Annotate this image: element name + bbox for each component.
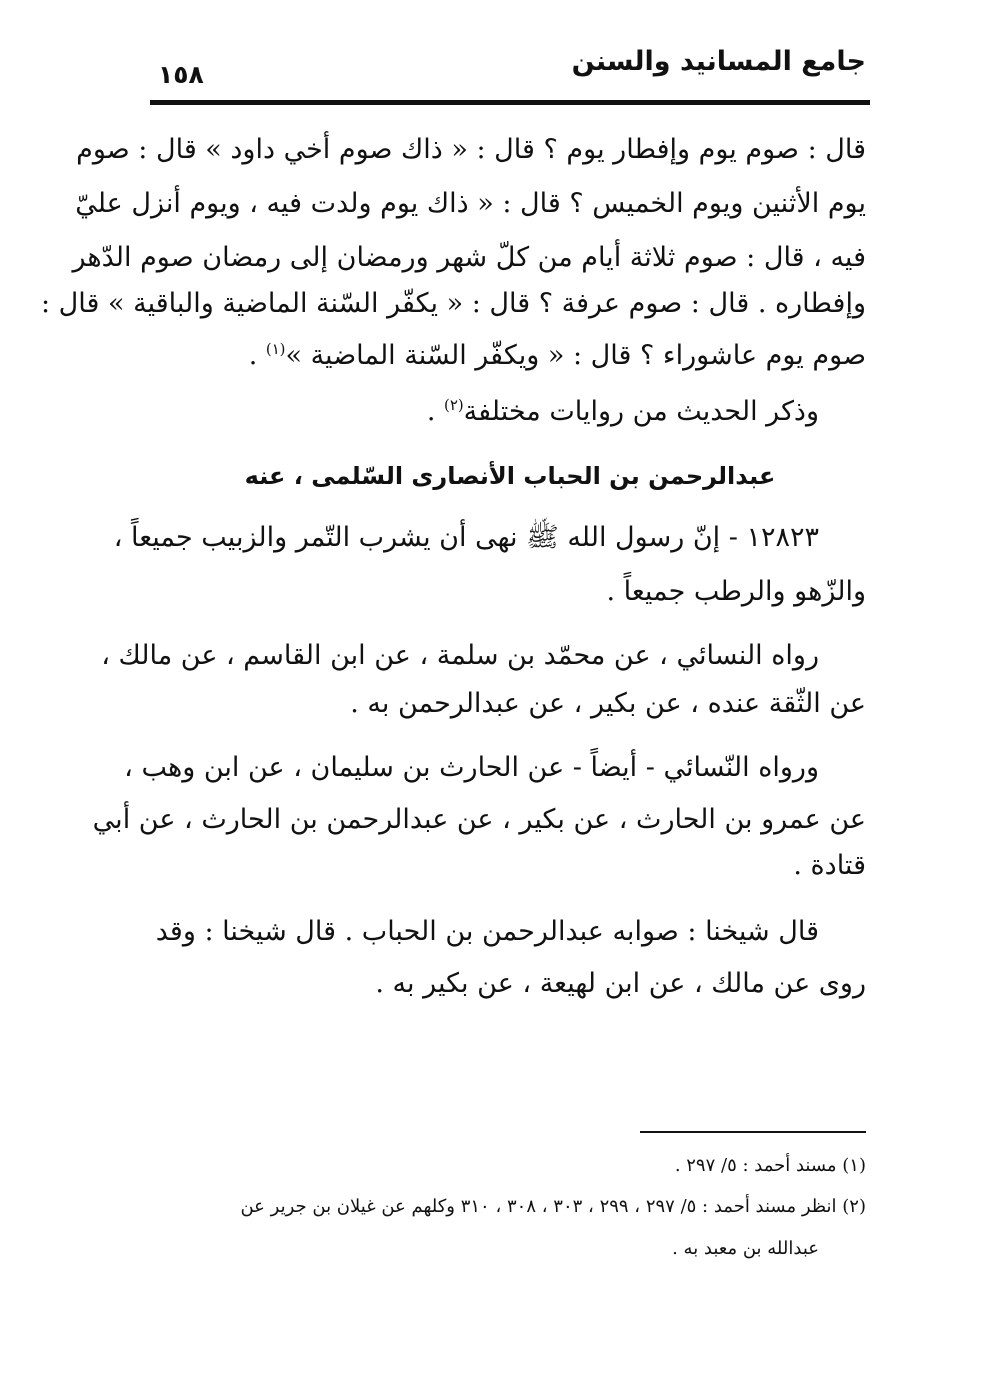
footnote-2-continued: عبدالله بن معبد به . [672,1238,819,1259]
narration-line: ورواه النّسائي - أيضاً - عن الحارث بن سليمان ، عن ابن وهب ، [124,752,819,783]
passage-line: فيه ، قال : صوم ثلاثة أيام من كلّ شهر ورمضان إلى رمضان صوم الدّهر [72,242,866,273]
commentary-line: روى عن مالك ، عن ابن لهيعة ، عن بكير به . [375,968,866,999]
footnote-ref-1: (١) [265,340,286,358]
passage-line: يوم الأثنين ويوم الخميس ؟ قال : « ذاك يوم ولدت فيه ، ويوم أنزل عليّ [75,188,866,219]
header-rule [150,100,870,105]
narration-line: رواه النسائي ، عن محمّد بن سلمة ، عن ابن القاسم ، عن مالك ، [101,640,819,671]
passage-line: قال : صوم يوم وإفطار يوم ؟ قال : « ذاك صوم أخي داود » قال : صوم [76,134,866,165]
footnote-rule [640,1131,866,1133]
page-number: ١٥٨ [158,60,204,89]
passage-note-end: . [426,396,445,427]
footnote-ref-2: (٢) [444,396,464,414]
passage-note [427,398,819,425]
passage-line-end: . [248,340,266,371]
narration-line: قتادة . [793,850,866,881]
footnote-1: (١) مسند أحمد : ٥/ ٢٩٧ . [674,1155,866,1176]
running-header-title: جامع المسانيد والسنن [571,46,866,77]
hadith-line: ١٢٨٢٣ - إنّ رسول الله ﷺ نهى أن يشرب التّمر والزبيب جميعاً ، [113,522,819,553]
passage-line-text: صوم يوم عاشوراء ؟ قال : « ويكفّر السّنة الماضية » [285,340,866,371]
passage-line: وإفطاره . قال : صوم عرفة ؟ قال : « يكفّر السّنة الماضية والباقية » قال : [40,288,866,319]
narration-line: عن عمرو بن الحارث ، عن بكير ، عن عبدالرحمن بن الحارث ، عن أبي [92,804,866,835]
hadith-line: والزّهو والرطب جميعاً . [606,576,866,607]
passage-line [249,342,866,369]
narration-line: عن الثّقة عنده ، عن بكير ، عن عبدالرحمن به . [350,688,866,719]
section-heading: عبدالرحمن بن الحباب الأنصارى السّلمى ، عنه [244,462,776,490]
passage-note-text: وذكر الحديث من روايات مختلفة [463,396,819,427]
commentary-line: قال شيخنا : صوابه عبدالرحمن بن الحباب . قال شيخنا : وقد [155,916,819,947]
footnote-2: (٢) انظر مسند أحمد : ٥/ ٢٩٧ ، ٢٩٩ ، ٣٠٣ ، ٣٠٨ ، ٣١٠ وكلهم عن غيلان بن جرير عن [240,1196,866,1217]
